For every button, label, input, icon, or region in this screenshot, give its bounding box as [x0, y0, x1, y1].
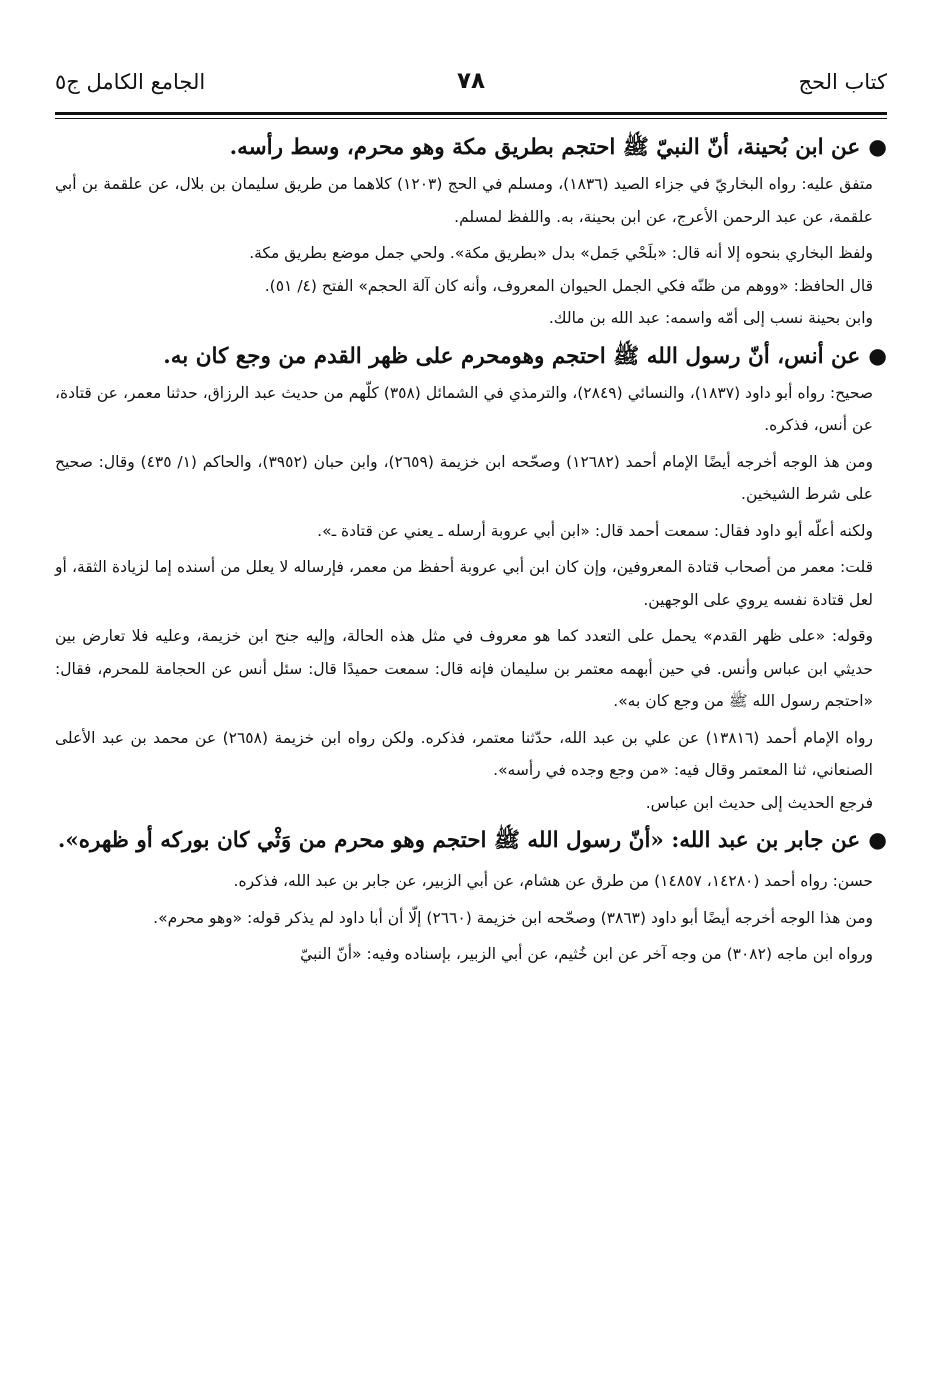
page-header — [55, 64, 887, 108]
header-rule-thick — [55, 112, 887, 115]
takhrij-note: ومن هذا الوجه أخرجه أيضًا أبو داود (٣٨٦٣) وصحّحه ابن خزيمة (٢٦٦٠) إلّا أن أبا داود لم يذكر قوله: «وهو محرم». — [153, 908, 873, 927]
takhrij-note: قلت: معمر من أصحاب قتادة المعروفين، وإن كان ابن أبي عروبة أحفظ من معمر، فإرساله لا يعلل من أسنده إما لزيادة الثقة، أو لعل قتادة نفسه يروي على الوجهين. — [55, 558, 873, 609]
takhrij-note: وابن بحينة نسب إلى أمّه واسمه: عبد الله بن مالك. — [548, 309, 873, 327]
takhrij-note: ولكنه أعلّه أبو داود فقال: سمعت أحمد قال: «ابن أبي عروبة أرسله ـ يعني عن قتادة ـ». — [317, 521, 873, 540]
hadith-text — [55, 819, 887, 861]
takhrij-note: ولفظ البخاري بنحوه إلا أنه قال: «بلَحْي جَمل» بدل «بطريق مكة». ولحي جمل موضع بطريق مكة. — [249, 244, 873, 262]
hadith-body: عن أنس، أنّ رسول الله ﷺ احتجم وهومحرم على ظهر القدم من وجع كان به. — [163, 343, 861, 369]
takhrij-note: فرجع الحديث إلى حديث ابن عباس. — [645, 793, 873, 812]
takhrij-note: رواه الإمام أحمد (١٣٨١٦) عن علي بن عبد الله، حدّثنا معتمر، فذكره. ولكن رواه ابن خزيمة (٢٦٥٨) عن محمد بن عبد الأعلى الصنعاني، ثنا المعتمر وقال فيه: «من وجع وجده في رأسه». — [55, 728, 874, 779]
hadith-body: عن جابر بن عبد الله: «أنّ رسول الله ﷺ احتجم وهو محرم من وَثْي كان بوركه أو ظهره». — [57, 828, 861, 853]
takhrij-note: وقوله: «على ظهر القدم» يحمل على التعدد كما هو معروف في مثل هذه الحالة، وإليه جنح ابن خزيمة، وعليه فلا تعارض بين حديثي ابن عباس وأنس. في حين أبهمه معتمر بن سليمان فإنه قال: سمعت حميدًا قال: سئل أنس عن الحجامة للمحرم، فقال: «احتجم رسول الله ﷺ من وجع كان به». — [55, 627, 873, 710]
takhrij-note: صحيح: رواه أبو داود (١٨٣٧)، والنسائي (٢٨٤٩)، والترمذي في الشمائل (٣٥٨) كلّهم من حديث عبد الرزاق، حدثنا معمر، عن قتادة، عن أنس، فذكره. — [55, 383, 873, 434]
takhrij-note: متفق عليه: رواه البخاريّ في جزاء الصيد (١٨٣٦)، ومسلم في الحج (١٢٠٣) كلاهما من طريق سليمان بن بلال، عن علقمة بن أبي علقمة، عن عبد الرحمن الأعرج، عن ابن بحينة، به. واللفظ لمسلم. — [55, 175, 873, 226]
bullet-icon: ● — [868, 343, 887, 369]
hadith-text — [55, 126, 887, 168]
bullet-icon: ● — [868, 828, 887, 853]
running-head-collection-title: الجامع الكامل ج٥ — [55, 70, 206, 94]
header-rule-thin — [55, 118, 887, 119]
page-body — [55, 126, 887, 971]
hadith-text — [55, 335, 887, 377]
hadith-body: عن ابن بُحينة، أنّ النبيّ ﷺ احتجم بطريق مكة وهو محرم، وسط رأسه. — [229, 135, 861, 160]
takhrij-note: قال الحافظ: «ووهم من ظنّه فكي الجمل الحيوان المعروف، وأنه كان آلة الحجم» الفتح (٤/ ٥١). — [264, 276, 873, 295]
takhrij-note: ومن هذ الوجه أخرجه أيضًا الإمام أحمد (١٢٦٨٢) وصحّحه ابن خزيمة (٢٦٥٩)، وابن حبان (٣٩٥٢)، والحاكم (١/ ٤٣٥) وقال: صحيح على شرط الشيخين. — [55, 452, 873, 503]
running-head-book-title: كتاب الحج — [798, 70, 887, 94]
page-number: ٧٨ — [456, 68, 486, 94]
takhrij-note: ورواه ابن ماجه (٣٠٨٢) من وجه آخر عن ابن خُثيم، عن أبي الزبير، بإسناده وفيه: «أنّ النبيّ — [300, 945, 873, 963]
takhrij-note: حسن: رواه أحمد (١٤٢٨٠، ١٤٨٥٧) من طرق عن هشام، عن أبي الزبير، عن جابر بن عبد الله، فذكره. — [233, 872, 873, 890]
bullet-icon: ● — [868, 135, 887, 160]
